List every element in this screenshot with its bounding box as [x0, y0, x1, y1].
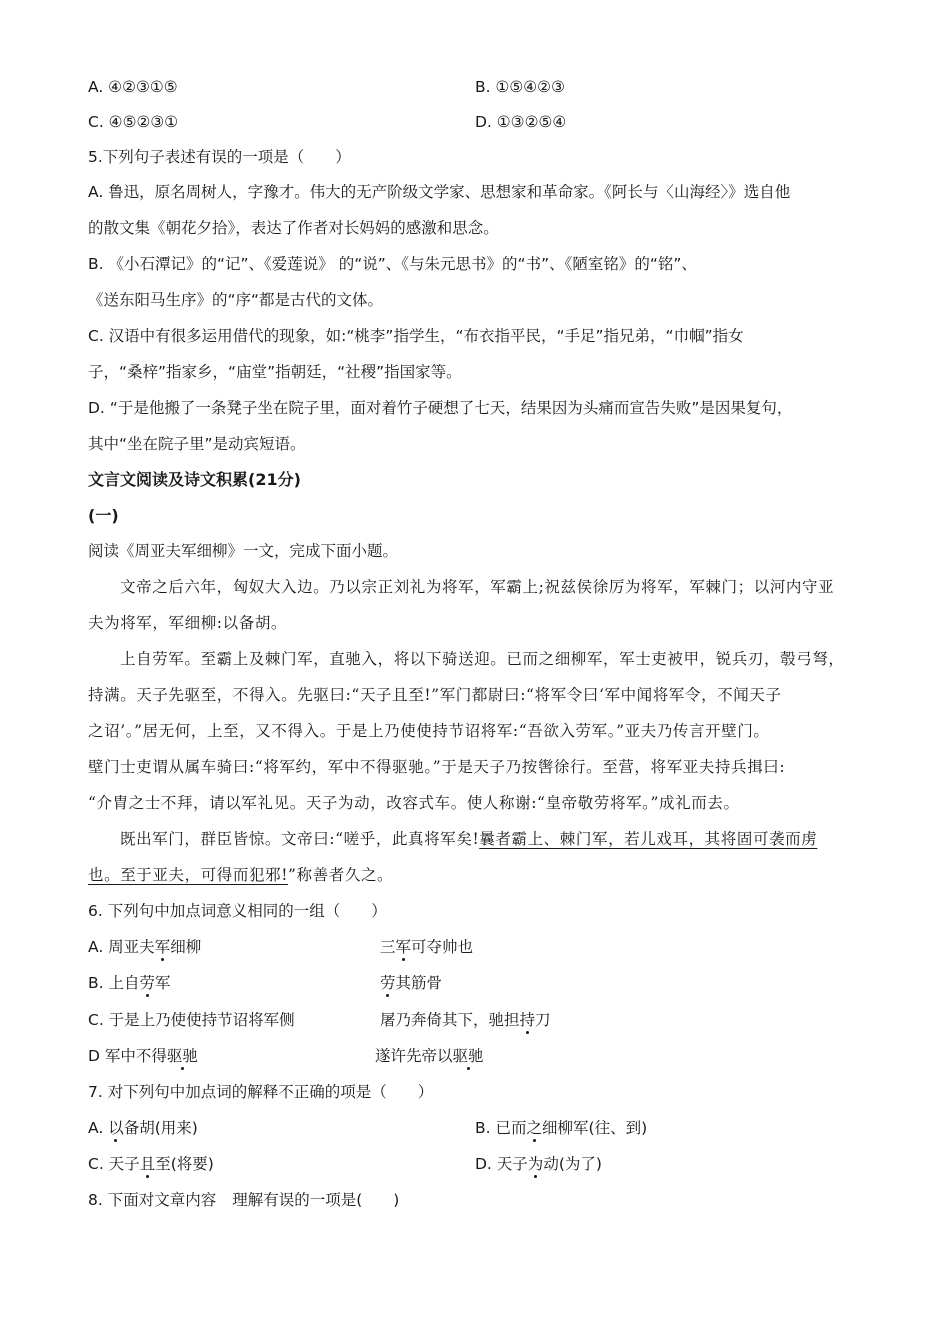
q5-option-b-line1: B. 《小石潭记》的“记”、《爱莲说》 的“说”、《与朱元思书》的“书”、《陋室铭》的“铭”、 [88, 255, 697, 273]
q4-option-a: A. ④②③①⑤ [88, 78, 178, 96]
q7-option-a [88, 1117, 198, 1139]
q4-option-b: B. ①⑤④②③ [475, 78, 565, 96]
q8-stem-part1: 8. 下面对文章内容 [88, 1191, 217, 1209]
q6-option-b-right [380, 972, 442, 994]
q7-option-b [475, 1117, 647, 1139]
q6-d2-dotted-word: 驱驰 [452, 1047, 484, 1065]
q8-stem [88, 1189, 399, 1211]
passage-p3-line2-plain: ”称善者久之。 [288, 866, 394, 884]
passage-p3-line1-plain: 既出军门，群臣皆惊。文帝曰:“嗟乎，此真将军矣! [120, 830, 480, 848]
q7-b-dotted-word: 之 [526, 1119, 543, 1137]
q5-option-c-line2: 子，“桑梓”指家乡，“庙堂”指朝廷，“社稷”指国家等。 [88, 363, 462, 381]
q6-b2-dotted-word: 劳 [380, 974, 396, 992]
passage-underlined-sentence-part1: 曩者霸上、棘门军，若儿戏耳，其将固可袭而虏 [479, 830, 818, 848]
q5-option-a-line1: A. 鲁迅，原名周树人，字豫才。伟大的无产阶级文学家、思想家和革命家。《阿长与〈山海经〉》选自他 [88, 183, 791, 201]
q4-option-c: C. ④⑤②③① [88, 113, 179, 131]
passage-p1-line2: 夫为将军，军细柳:以备胡。 [88, 614, 288, 632]
q6-b2-rest: 其筋骨 [395, 974, 443, 992]
q7-c-label: C. 天子 [88, 1155, 140, 1173]
passage-p3-line2 [88, 864, 393, 886]
passage-p2-line1: 上自劳军。至霸上及棘门军，直驰入，将以下骑送迎。已而之细柳军，军士吏被甲，锐兵刃，彀弓弩， [120, 650, 845, 668]
q6-d2-pre: 遂许先帝以 [375, 1047, 453, 1065]
q5-option-b-line2: 《送东阳马生序》的“序“都是古代的文体。 [88, 291, 384, 309]
q7-d-label: D. 天子 [475, 1155, 528, 1173]
q7-option-c [88, 1153, 214, 1175]
section-subtitle: (一) [88, 506, 119, 525]
q6-d-dotted-word: 驱驰 [166, 1047, 198, 1065]
q7-stem: 7. 对下列句中加点词的解释不正确的项是（ ） [88, 1083, 434, 1101]
q6-stem: 6. 下列句中加点词意义相同的一组（ ） [88, 902, 387, 920]
q6-c2-pre: 屠乃奔倚其下，驰担 [380, 1011, 520, 1029]
q7-a-rest: 备胡(用来) [123, 1119, 198, 1137]
q6-a2-dotted-word: 军 [395, 938, 412, 956]
passage-underlined-sentence-part2: 也。至于亚夫，可得而犯邪! [88, 866, 289, 884]
q6-option-a-left [88, 936, 201, 958]
q6-option-d-left [88, 1045, 198, 1067]
q6-option-d-right [375, 1045, 484, 1067]
q5-option-a-line2: 的散文集《朝花夕拾》，表达了作者对长妈妈的感激和思念。 [88, 219, 499, 237]
passage-p2-line2: 持满。天子先驱至，不得入。先驱曰:“天子且至!”军门都尉曰:“将军令曰‘军中闻将军令，不闻天子 [88, 686, 782, 704]
q7-d-dotted-word: 为 [527, 1155, 544, 1173]
q7-a-label: A. [88, 1119, 109, 1137]
q6-b-dotted-word: 劳 [139, 974, 156, 992]
q6-b-label: B. 上自 [88, 974, 140, 992]
q6-c2-rest: 刀 [535, 1011, 551, 1029]
q6-a-rest: 细柳 [170, 938, 202, 956]
reading-intro: 阅读《周亚夫军细柳》一文，完成下面小题。 [88, 542, 399, 560]
q6-option-c-right [380, 1009, 551, 1031]
q6-a-dotted-word: 军 [154, 938, 171, 956]
q5-stem: 5.下列句子表述有误的一项是（ ） [88, 148, 351, 166]
q4-option-d: D. ①③②⑤④ [475, 113, 567, 131]
q7-b-rest: 细柳军(往、到) [542, 1119, 648, 1137]
passage-p2-line3: 之诏’。”居无何，上至，又不得入。于是上乃使使持节诏将军:“吾欲入劳军。”亚夫乃传言开壁门。 [88, 722, 770, 740]
passage-p1-line1: 文帝之后六年，匈奴大入边。乃以宗正刘礼为将军，军霸上;祝兹侯徐厉为将军，军棘门；以河内守亚 [120, 578, 835, 596]
q7-d-rest: 动(为了) [543, 1155, 602, 1173]
q5-option-c-line1: C. 汉语中有很多运用借代的现象，如:“桃李”指学生，“布衣指平民，“手足”指兄弟，“巾帼”指女 [88, 327, 744, 345]
q6-b-rest: 军 [155, 974, 171, 992]
q6-option-c-left: C. 于是上乃使使持节诏将军侧 [88, 1011, 295, 1029]
q6-a2-pre: 三 [380, 938, 396, 956]
q6-option-b-left [88, 972, 171, 994]
q6-a-label: A. 周亚夫 [88, 938, 155, 956]
passage-p2-line4: 壁门士吏谓从属车骑曰:“将军约，军中不得驱驰。”于是天子乃按辔徐行。至营，将军亚夫持兵揖曰: [88, 758, 786, 776]
passage-p3-line1 [120, 828, 817, 850]
q6-c2-dotted-word: 持 [519, 1011, 536, 1029]
q7-b-label: B. 已而 [475, 1119, 527, 1137]
q7-c-dotted-word: 且 [139, 1155, 156, 1173]
q7-option-d [475, 1153, 602, 1175]
q6-a2-rest: 可夺帅也 [411, 938, 474, 956]
q5-option-d-line1: D. “于是他搬了一条凳子坐在院子里，面对着竹子硬想了七天，结果因为头痛而宣告失败”是因果复句， [88, 399, 793, 417]
q7-a-dotted-word: 以 [108, 1119, 124, 1137]
q6-option-a-right [380, 936, 473, 958]
q7-c-rest: 至(将要) [155, 1155, 214, 1173]
passage-p2-line5: “介胄之士不拜，请以军礼见。天子为动，改容式车。使人称谢:“皇帝敬劳将军。”成礼而去。 [88, 794, 740, 812]
q5-option-d-line2: 其中“坐在院子里”是动宾短语。 [88, 435, 306, 453]
section-title: 文言文阅读及诗文积累(21分) [88, 470, 301, 489]
q8-stem-part2: 理解有误的一项是( ) [232, 1191, 400, 1209]
q6-d-label: D 军中不得 [88, 1047, 167, 1065]
